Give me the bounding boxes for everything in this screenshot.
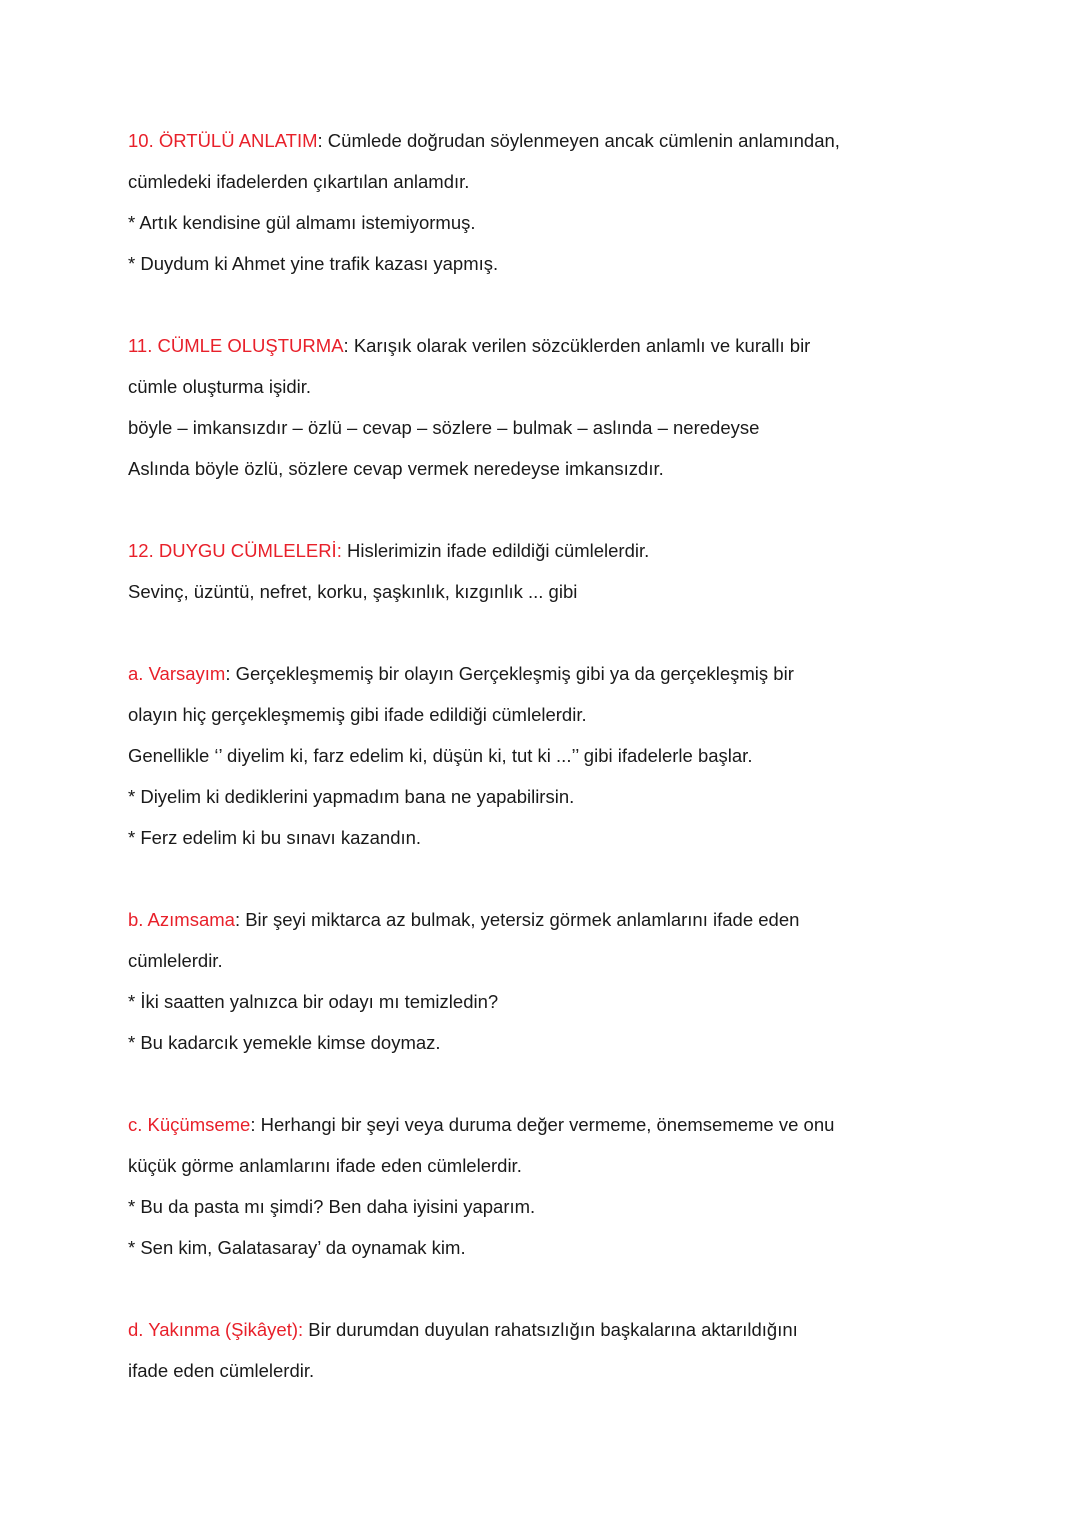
section-term: c. Küçümseme: [128, 1114, 251, 1135]
text-line: olayın hiç gerçekleşmemiş gibi ifade edildiği cümlelerdir.: [128, 704, 587, 725]
section-term: 12. DUYGU CÜMLELERİ:: [128, 540, 342, 561]
example-line: * Diyelim ki dediklerini yapmadım bana ne yapabilirsin.: [128, 786, 575, 807]
example-line: * Duydum ki Ahmet yine trafik kazası yapmış.: [128, 253, 499, 274]
text-line: cümlelerdir.: [128, 950, 223, 971]
section-heading-line: [128, 120, 1028, 161]
section-term: 11. CÜMLE OLUŞTURMA: [128, 335, 344, 356]
section-term: b. Azımsama: [128, 909, 235, 930]
section-yakinma: [128, 1309, 1028, 1391]
section-ortulu-anlatim: [128, 120, 1028, 284]
spacer: [128, 1063, 1028, 1104]
text-line: Sevinç, üzüntü, nefret, korku, şaşkınlık, kızgınlık ... gibi: [128, 581, 578, 602]
text-line: cümledeki ifadelerden çıkartılan anlamdır.: [128, 171, 470, 192]
definition-text: Cümlede doğrudan söylenmeyen ancak cümlenin anlamından,: [322, 130, 840, 151]
section-term: a. Varsayım: [128, 663, 226, 684]
definition-text: Karışık olarak verilen sözcüklerden anlamlı ve kurallı bir: [348, 335, 811, 356]
word-list-line: böyle – imkansızdır – özlü – cevap – sözlere – bulmak – aslında – neredeyse: [128, 417, 760, 438]
section-cumle-olusturma: [128, 325, 1028, 489]
section-azimsama: [128, 899, 1028, 1063]
document-page: [128, 120, 1028, 1391]
example-line: * Ferz edelim ki bu sınavı kazandın.: [128, 827, 422, 848]
spacer: [128, 1268, 1028, 1309]
section-term: d. Yakınma (Şikâyet):: [128, 1319, 304, 1340]
section-heading-line: [128, 530, 1028, 571]
text-line: küçük görme anlamlarını ifade eden cümlelerdir.: [128, 1155, 522, 1176]
example-line: * Bu da pasta mı şimdi? Ben daha iyisini yaparım.: [128, 1196, 536, 1217]
definition-text: Herhangi bir şeyi veya duruma değer vermeme, önemsememe ve onu: [255, 1114, 835, 1135]
definition-text: Hislerimizin ifade edildiği cümlelerdir.: [341, 540, 650, 561]
section-kucumseme: [128, 1104, 1028, 1268]
definition-text: Bir durumdan duyulan rahatsızlığın başkalarına aktarıldığını: [303, 1319, 798, 1340]
section-heading-line: [128, 653, 1028, 694]
spacer: [128, 612, 1028, 653]
spacer: [128, 858, 1028, 899]
example-line: * İki saatten yalnızca bir odayı mı temizledin?: [128, 991, 499, 1012]
section-heading-line: [128, 1104, 1028, 1145]
section-term: 10. ÖRTÜLÜ ANLATIM: [128, 130, 318, 151]
definition-text: Bir şeyi miktarca az bulmak, yetersiz görmek anlamlarını ifade eden: [240, 909, 800, 930]
example-line: * Artık kendisine gül almamı istemiyormuş.: [128, 212, 476, 233]
example-line: * Sen kim, Galatasaray’ da oynamak kim.: [128, 1237, 466, 1258]
example-line: * Bu kadarcık yemekle kimse doymaz.: [128, 1032, 441, 1053]
term-separator: :: [317, 130, 323, 151]
term-separator: :: [343, 335, 349, 356]
definition-text: Gerçekleşmemiş bir olayın Gerçekleşmiş gibi ya da gerçekleşmiş bir: [230, 663, 794, 684]
text-line: cümle oluşturma işidir.: [128, 376, 312, 397]
text-line: Genellikle ‘’ diyelim ki, farz edelim ki, düşün ki, tut ki ...’’ gibi ifadelerle başlar.: [128, 745, 753, 766]
example-line: Aslında böyle özlü, sözlere cevap vermek neredeyse imkansızdır.: [128, 458, 664, 479]
term-separator: :: [250, 1114, 256, 1135]
section-heading-line: [128, 325, 1028, 366]
section-heading-line: [128, 1309, 1028, 1350]
spacer: [128, 284, 1028, 325]
section-heading-line: [128, 899, 1028, 940]
spacer: [128, 489, 1028, 530]
section-varsayim: [128, 653, 1028, 858]
section-duygu-cumleleri: [128, 530, 1028, 612]
term-separator: :: [225, 663, 231, 684]
text-line: ifade eden cümlelerdir.: [128, 1360, 315, 1381]
term-separator: :: [234, 909, 241, 930]
